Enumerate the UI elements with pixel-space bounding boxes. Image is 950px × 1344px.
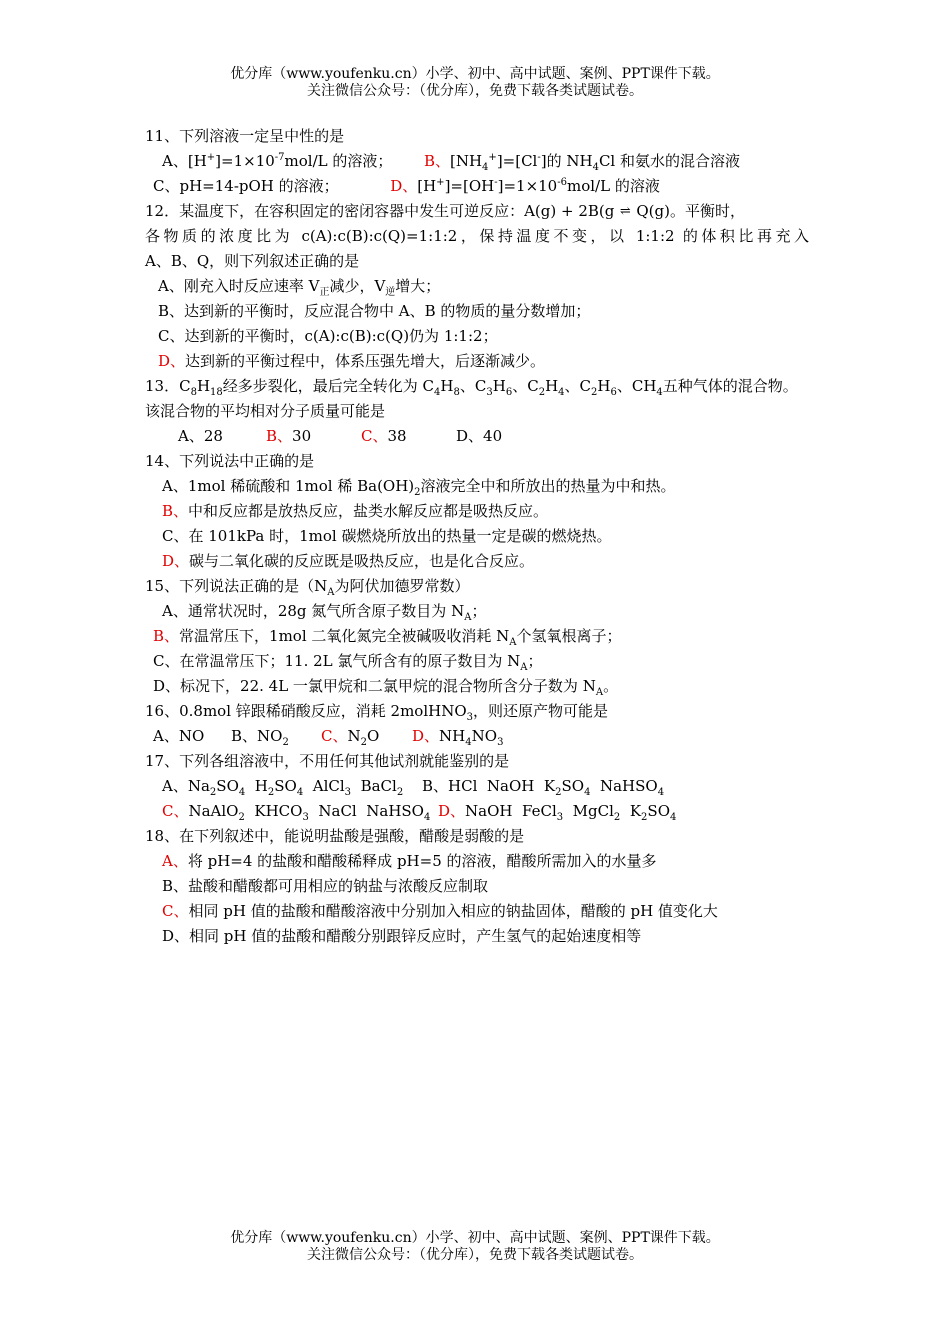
q12-option-d: D、达到新的平衡过程中，体系压强先增大，后逐渐减少。 (158, 352, 546, 370)
q18-option-b: B、盐酸和醋酸都可用相应的钠盐与浓酸反应制取 (162, 877, 489, 895)
q11-options-cd: C、pH=14-pOH 的溶液； D、$[H^+]=[OH^-]=1\times 10^{-6}mol/L$ 的溶液 (153, 177, 660, 195)
q11-d-label: D、 (390, 177, 418, 195)
q14-option-b: B、中和反应都是放热反应，盐类水解反应都是吸热反应。 (162, 502, 549, 520)
q17-option-b: B、HCl NaOH $K_2SO_4$ NaHSO$_4$ (422, 777, 665, 798)
q18-stem: 18、在下列叙述中，能说明盐酸是强酸，醋酸是弱酸的是 (145, 827, 525, 845)
q15-option-b: B、常温常压下，1mol 二氧化氮完全被碱吸收消耗 $N_A$个氢氧根离子； (153, 627, 622, 648)
q15-stem: 15、下列说法正确的是（$N_A$为阿伏加德罗常数） (145, 577, 470, 598)
q18-option-c: C、相同 pH 值的盐酸和醋酸溶液中分别加入相应的钠盐固体，醋酸的 pH 值变化大 (162, 902, 718, 920)
q13-option-b: B、30 (266, 427, 312, 445)
q15-option-c: C、在常温常压下；11. 2L 氯气所含有的原子数目为 $N_A$； (153, 652, 543, 673)
footer-line-1: 优分库（www.youfenku.cn）小学、初中、高中试题、案例、PPT课件下载。 (230, 1230, 720, 1246)
q13-option-c: C、38 (361, 427, 407, 445)
q12-option-b: B、达到新的平衡时，反应混合物中 A、B 的物质的量分数增加； (158, 302, 591, 320)
q18-option-d: D、相同 pH 值的盐酸和醋酸分别跟锌反应时，产生氢气的起始速度相等 (162, 927, 642, 945)
q15-option-d: D、标况下，22. 4L 一氯甲烷和二氯甲烷的混合物所含分子数为 $N_A$。 (153, 677, 619, 698)
q15-option-a: A、通常状况时，28g 氮气所含原子数目为 $N_A$； (162, 602, 487, 623)
q12-option-a: A、刚充入时反应速率 $V_正$减少，$V_逆$增大； (158, 277, 441, 298)
q12-stem-line3: A、B、Q，则下列叙述正确的是 (145, 252, 360, 270)
q16-option-b: B、$NO_2$ (231, 727, 289, 748)
q11-stem: 11、下列溶液一定呈中性的是 (145, 127, 345, 145)
q14-option-d: D、碳与二氧化碳的反应既是吸热反应，也是化合反应。 (162, 552, 535, 570)
q16-stem: 16、0.8mol 锌跟稀硝酸反应，消耗 2molHNO$_3$，则还原产物可能是 (145, 702, 609, 723)
q16-option-d: D、$NH_4NO_3$ (412, 727, 504, 748)
q12-stem-line2: 各物质的浓度比为 c(A):c(B):c(Q)=1:1:2，保持温度不变，以 1:1:2 的体积比再充入 (145, 227, 809, 245)
page-header (0, 66, 950, 100)
q18-option-a: A、将 pH=4 的盐酸和醋酸稀释成 pH=5 的溶液，醋酸所需加入的水量多 (162, 852, 657, 870)
q13-stem-line2: 该混合物的平均相对分子质量可能是 (145, 402, 386, 420)
q14-option-c: C、在 101kPa 时，1mol 碳燃烧所放出的热量一定是碳的燃烧热。 (162, 527, 612, 545)
header-line-1: 优分库（www.youfenku.cn）小学、初中、高中试题、案例、PPT课件下载。 (230, 66, 720, 82)
q13-stem-line1: 13．$C_8H_{18}$经多步裂化，最后完全转化为 $C_4H_8$、$C_3H_6$、$C_2H_4$、$C_2H_6$、$CH_4$五种气体的混合物。 (145, 377, 798, 398)
header-line-2: 关注微信公众号：（优分库），免费下载各类试题试卷。 (307, 83, 643, 99)
q14-stem: 14、下列说法中正确的是 (145, 452, 315, 470)
q17-stem: 17、下列各组溶液中，不用任何其他试剂就能鉴别的是 (145, 752, 510, 770)
q17-option-d: D、NaOH FeCl$_3$ MgCl$_2$ $K_2SO_4$ (438, 802, 677, 823)
q11-b-label: B、 (423, 152, 450, 170)
q12-stem-line1: 12．某温度下，在容积固定的密闭容器中发生可逆反应：A(g) + 2B(g ⇌ Q(g)。平衡时， (145, 199, 745, 223)
equilibrium-arrow-icon: ⇌ (619, 204, 631, 219)
q13-option-d: D、40 (456, 427, 503, 445)
q11-a-label: A、 (162, 152, 188, 170)
q17-option-c: C、NaAlO$_2$ $KHCO_3$ NaCl NaHSO$_4$ (162, 802, 431, 823)
q14-option-a: A、1mol 稀硫酸和 1mol 稀 $Ba(OH)_2$溶液完全中和所放出的热量为中和热。 (162, 477, 676, 498)
q11-c-label: C、 (153, 177, 180, 195)
q13-option-a: A、28 (178, 427, 223, 445)
page-footer (0, 1230, 950, 1264)
q12-option-c: C、达到新的平衡时，c(A):c(B):c(Q)仍为 1:1:2； (158, 327, 498, 345)
q16-option-c: C、$N_2O$ (321, 727, 380, 748)
q16-option-a: A、NO (153, 727, 205, 745)
q17-option-a: A、$Na_2SO_4$ $H_2SO_4$ AlCl$_3$ BaCl$_2$ (162, 777, 404, 798)
q11-options-ab: A、$[H^+]=1\times 10^{-7}mol/L$ 的溶液； B、$[NH_4^+]=[Cl^-]$的 $NH_4Cl$ 和氨水的混合溶液 (162, 152, 740, 173)
footer-line-2: 关注微信公众号：（优分库），免费下载各类试题试卷。 (307, 1247, 643, 1263)
